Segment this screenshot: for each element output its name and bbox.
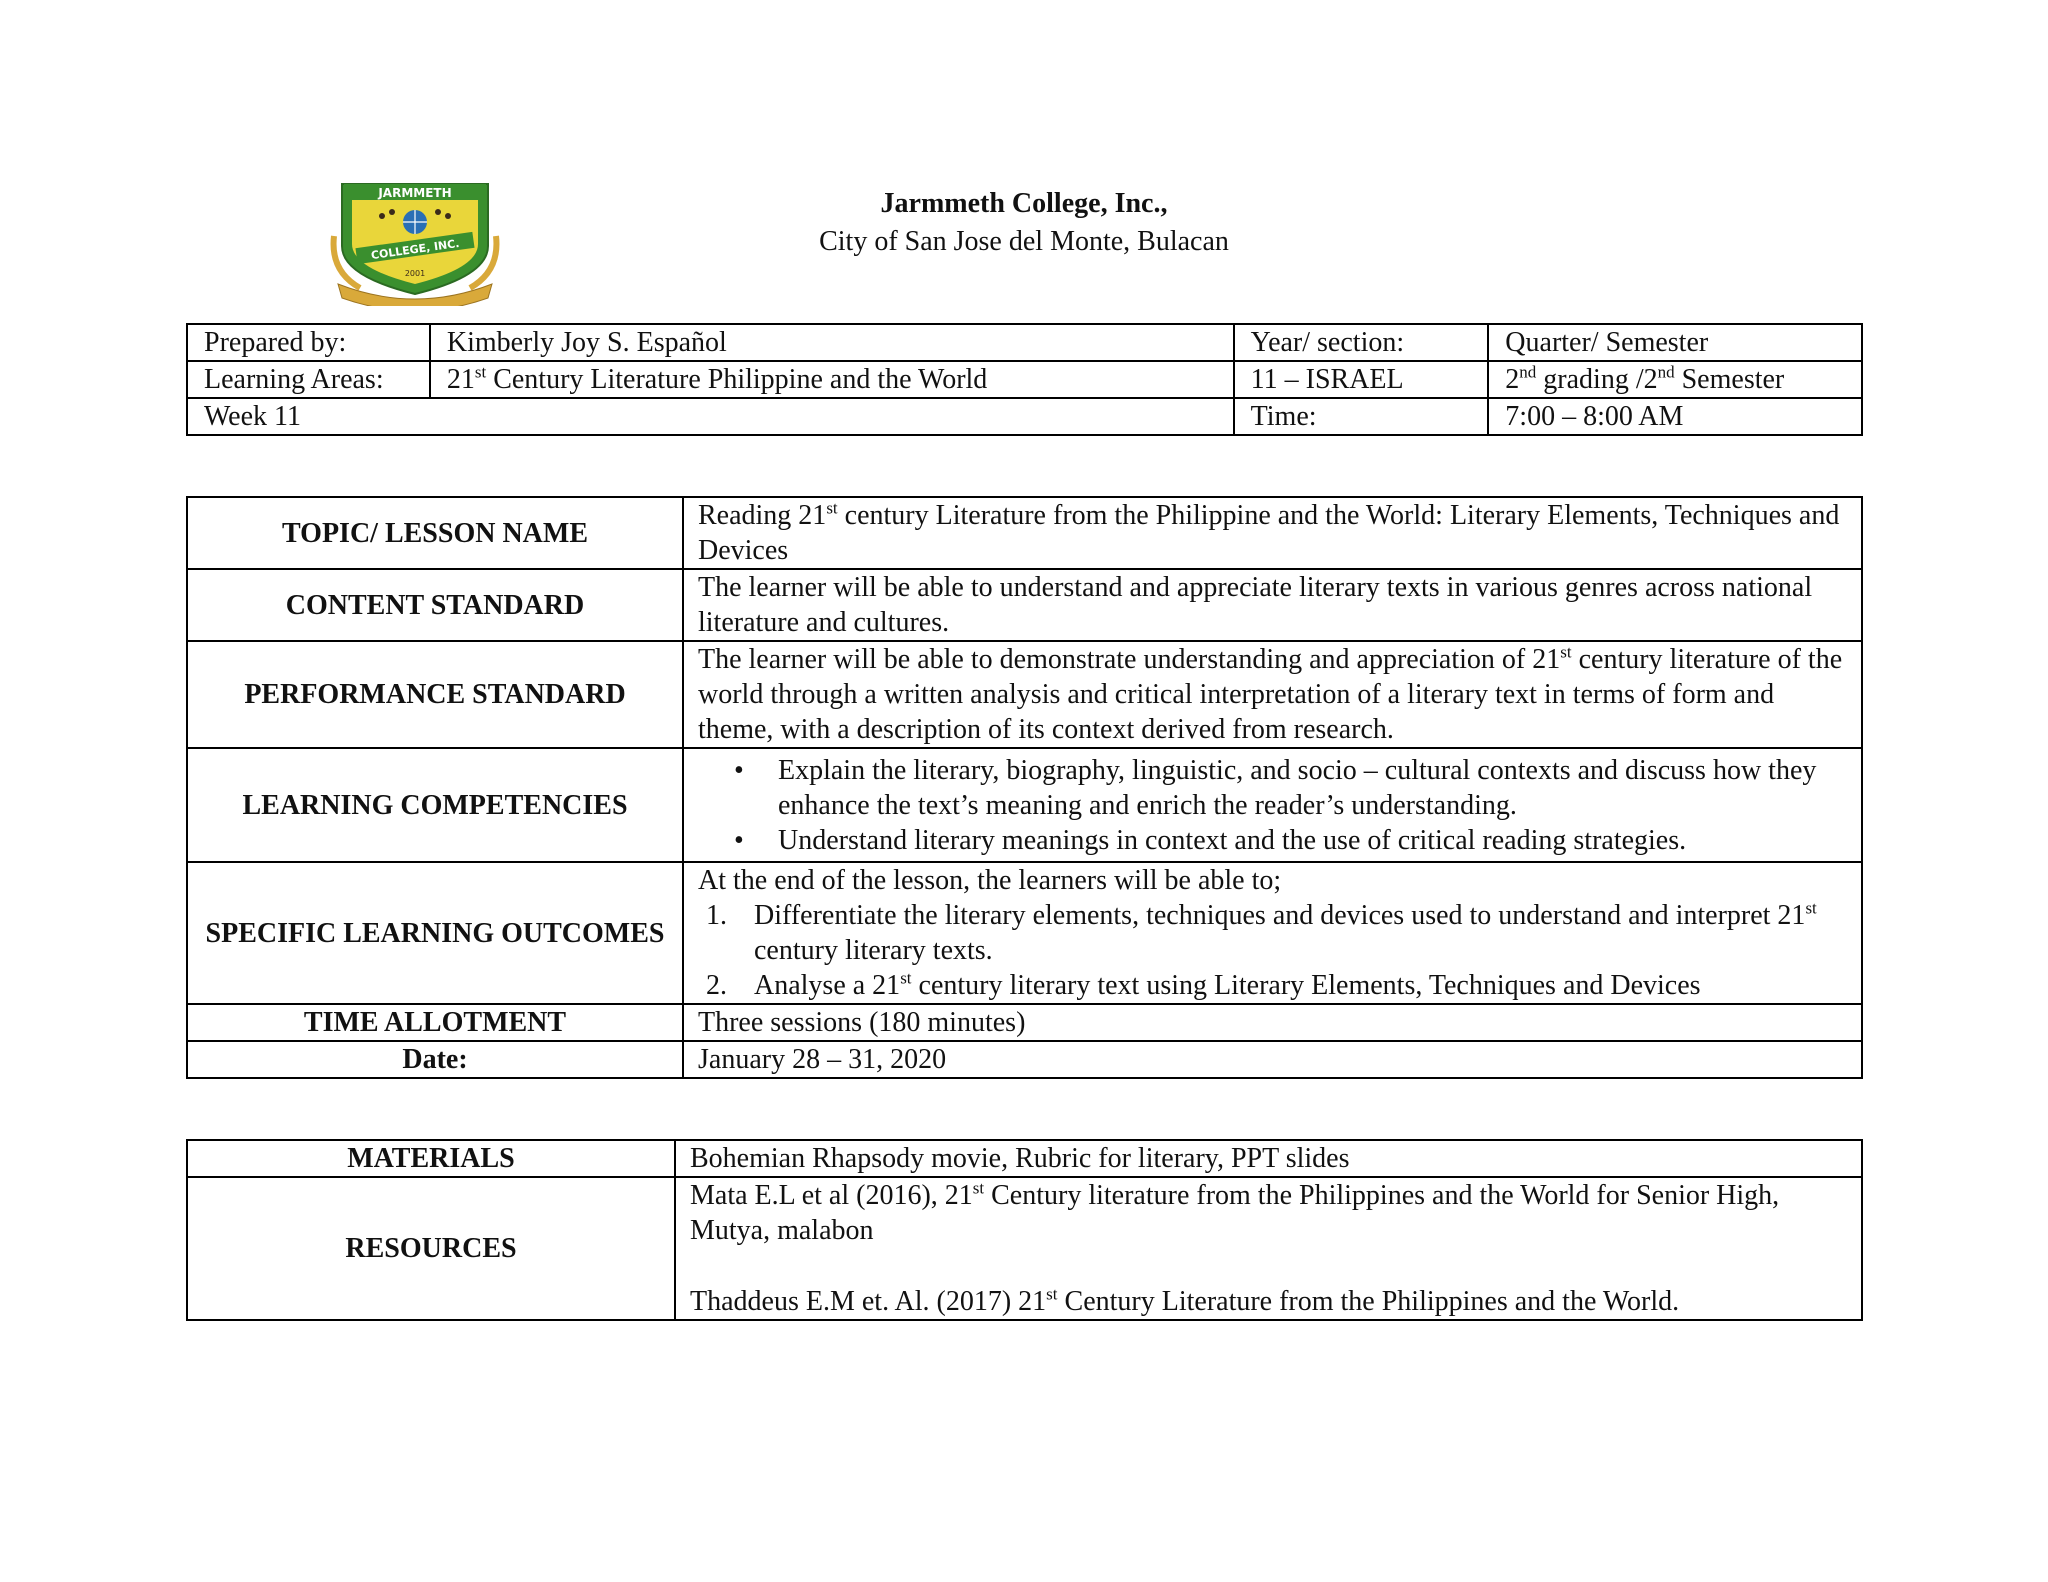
learning-competencies-label: LEARNING COMPETENCIES [187,748,683,862]
time-label: Time: [1234,398,1489,435]
table-row [187,1177,1862,1320]
week-label: Week 11 [187,398,1234,435]
resources-value [675,1177,1862,1320]
header-table [186,323,1863,436]
date-value: January 28 – 31, 2020 [683,1041,1862,1078]
school-name: Jarmmeth College, Inc., [880,188,1168,219]
materials-label: MATERIALS [187,1140,675,1177]
prepared-by-label: Prepared by: [187,324,430,361]
svg-text:2001: 2001 [404,269,426,278]
quarter-semester-label: Quarter/ Semester [1488,324,1862,361]
table-row [187,641,1862,748]
svg-text:COLLEGE, INC.: COLLEGE, INC. [370,236,461,263]
table-row [187,1004,1862,1041]
topic-value: Reading 21st century Literature from the Philippine and the World: Literary Elements, Techniques and Devices [683,497,1862,569]
table-row [187,569,1862,641]
year-section-value: 11 – ISRAEL [1234,361,1489,398]
lesson-table [186,496,1863,1079]
table-row [187,324,1862,361]
table-row [187,1041,1862,1078]
prepared-by-value: Kimberly Joy S. Español [430,324,1234,361]
table-row [187,361,1862,398]
bullet-icon: • [734,824,744,856]
bullet-icon: • [734,754,744,786]
table-row [187,748,1862,862]
learning-areas-value: 21st Century Literature Philippine and the World [430,361,1234,398]
resources-label: RESOURCES [187,1177,675,1320]
performance-standard-value: The learner will be able to demonstrate understanding and appreciation of 21st century literature of the world through a written analysis and critical interpretation of a literary text in terms of form and theme, with a description of its context derived from research. [683,641,1862,748]
competencies-list [698,753,1847,858]
grading-value: 2nd grading /2nd Semester [1488,361,1862,398]
table-row [187,497,1862,569]
table-row [187,862,1862,1004]
specific-outcomes-label: SPECIFIC LEARNING OUTCOMES [187,862,683,1004]
time-value: 7:00 – 8:00 AM [1488,398,1862,435]
svg-text:JARMMETH: JARMMETH [378,186,452,200]
outcomes-intro: At the end of the lesson, the learners will be able to; [698,865,1282,896]
outcomes-list [698,898,1847,1003]
list-item: 1. Differentiate the literary elements, techniques and devices used to understand and interpret 21st century literary texts. [706,898,1817,966]
performance-standard-label: PERFORMANCE STANDARD [187,641,683,748]
learning-areas-label: Learning Areas: [187,361,430,398]
materials-value: Bohemian Rhapsody movie, Rubric for literary, PPT slides [675,1140,1862,1177]
table-row [187,398,1862,435]
table-row [187,1140,1862,1177]
resource-item: Mata E.L et al (2016), 21st Century literature from the Philippines and the World for Senior High, Mutya, malabon [690,1178,1780,1246]
content-standard-label: CONTENT STANDARD [187,569,683,641]
list-item: • Understand literary meanings in context and the use of critical reading strategies. [734,824,1687,856]
list-item: 2. Analyse a 21st century literary text using Literary Elements, Techniques and Devices [706,968,1701,1001]
materials-table [186,1139,1863,1321]
specific-outcomes-value [683,862,1862,1004]
time-allotment-label: TIME ALLOTMENT [187,1004,683,1041]
school-location: City of San Jose del Monte, Bulacan [819,226,1229,257]
topic-label: TOPIC/ LESSON NAME [187,497,683,569]
resource-item: Thaddeus E.M et. Al. (2017) 21st Century Literature from the Philippines and the World. [690,1284,1680,1317]
learning-competencies-value [683,748,1862,862]
time-allotment-value: Three sessions (180 minutes) [683,1004,1862,1041]
content-standard-value: The learner will be able to understand and appreciate literary texts in various genres across national literature and cultures. [683,569,1862,641]
date-label: Date: [187,1041,683,1078]
list-item: • Explain the literary, biography, linguistic, and socio – cultural contexts and discuss how they enhance the text’s meaning and enrich the reader’s understanding. [734,754,1817,821]
year-section-label: Year/ section: [1234,324,1489,361]
